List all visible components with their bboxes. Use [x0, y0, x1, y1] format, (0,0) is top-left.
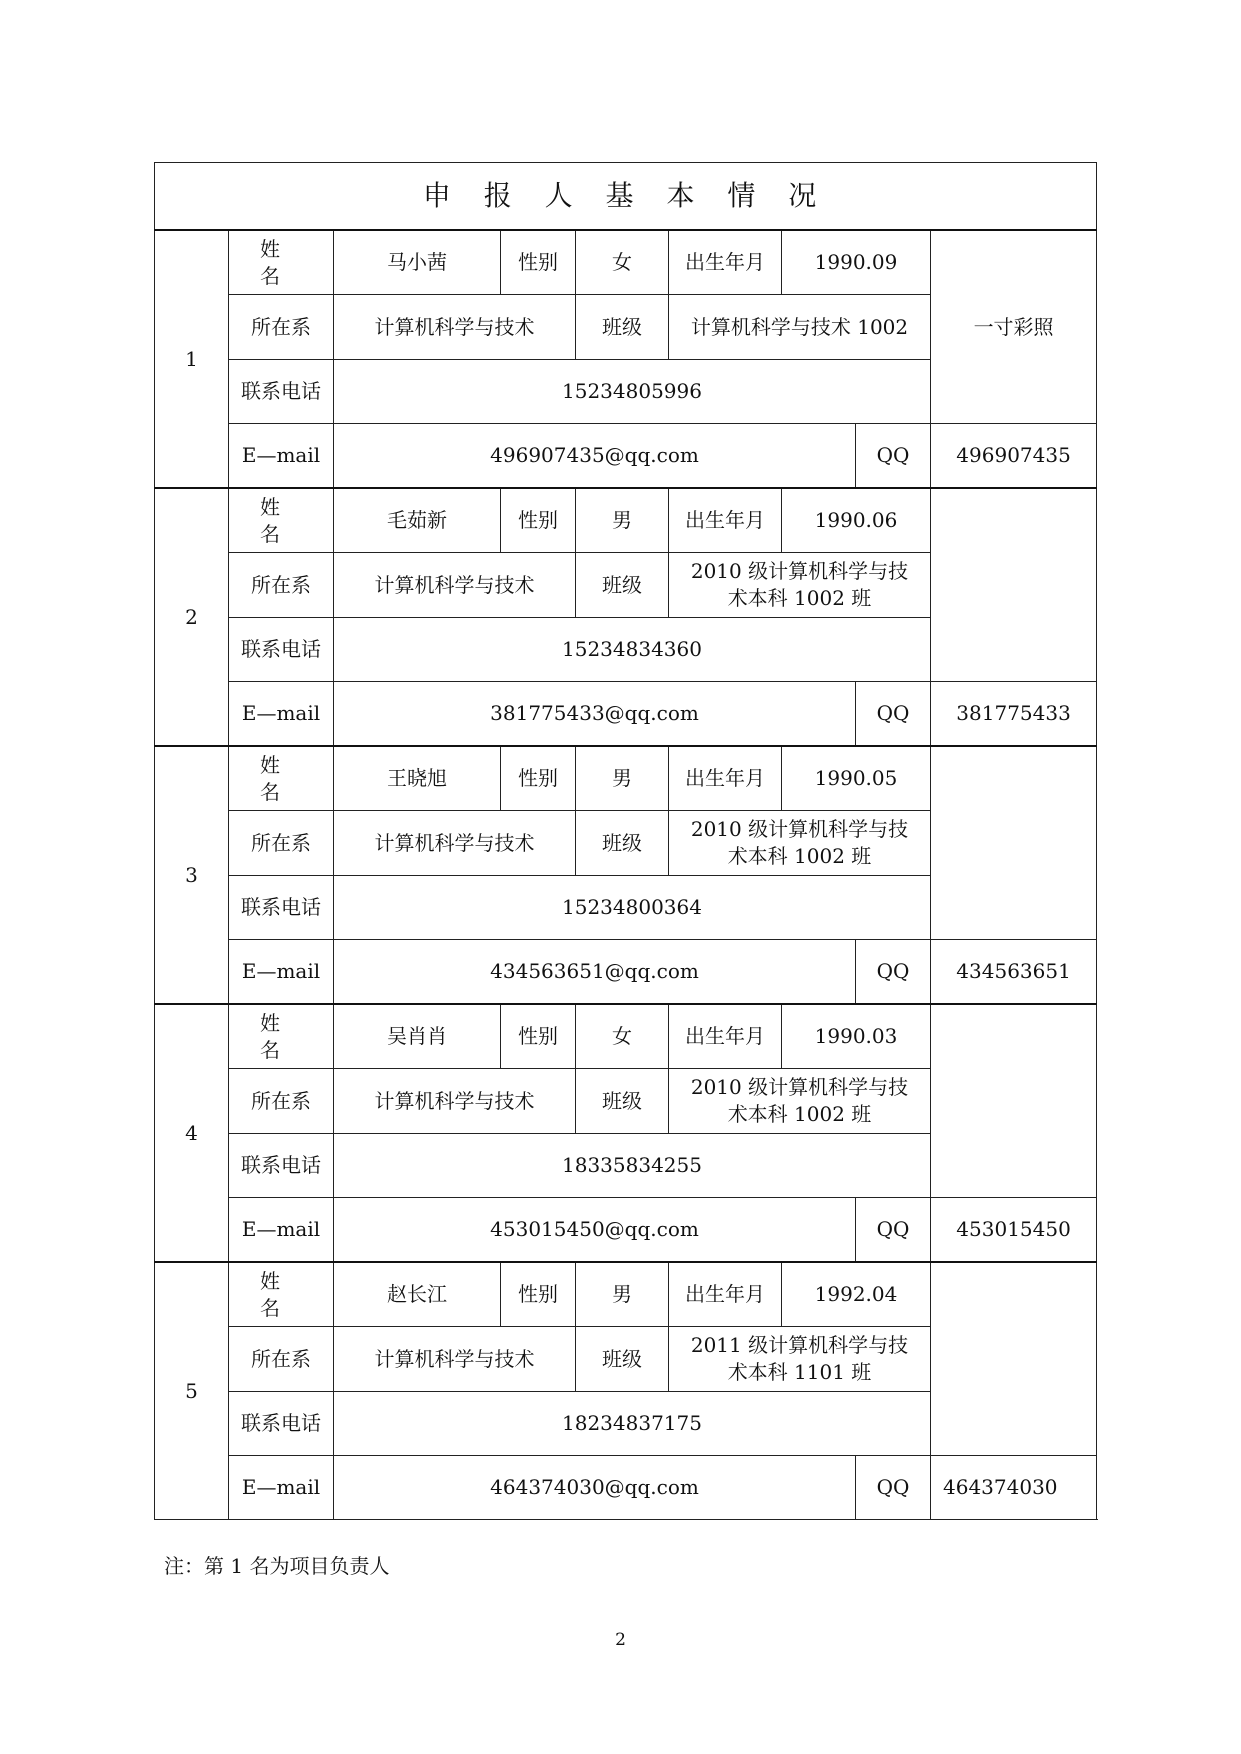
value-birth: 1990.06 — [782, 488, 931, 553]
photo-empty-cell — [931, 746, 1097, 940]
value-class — [669, 1327, 931, 1392]
value-email: 496907435@qq.com — [334, 424, 856, 489]
label-phone: 联系电话 — [229, 618, 334, 682]
footnote: 注：第 1 名为项目负责人 — [164, 1554, 390, 1578]
photo-empty-cell — [931, 488, 1097, 682]
label-class: 班级 — [576, 811, 669, 876]
label-phone: 联系电话 — [229, 1134, 334, 1198]
value-phone: 18234837175 — [334, 1392, 931, 1456]
applicant-index: 4 — [155, 1004, 229, 1262]
value-class — [669, 295, 931, 360]
label-birth: 出生年月 — [669, 230, 782, 295]
photo-empty-cell — [931, 1004, 1097, 1198]
page-number: 2 — [615, 1630, 626, 1650]
value-name: 马小茜 — [334, 230, 501, 295]
label-name: 姓 名 — [229, 1262, 334, 1327]
value-phone: 15234834360 — [334, 618, 931, 682]
value-phone: 18335834255 — [334, 1134, 931, 1198]
value-class — [669, 1069, 931, 1134]
table-title: 申 报 人 基 本 情 况 — [155, 163, 1097, 231]
value-birth: 1992.04 — [782, 1262, 931, 1327]
label-department: 所在系 — [229, 553, 334, 618]
label-gender: 性别 — [501, 1262, 576, 1327]
label-department: 所在系 — [229, 295, 334, 360]
value-name: 赵长江 — [334, 1262, 501, 1327]
label-qq: QQ — [856, 940, 931, 1005]
value-gender: 女 — [576, 1004, 669, 1069]
applicant-index: 5 — [155, 1262, 229, 1520]
label-gender: 性别 — [501, 1004, 576, 1069]
label-birth: 出生年月 — [669, 746, 782, 811]
label-email: E—mail — [229, 1198, 334, 1263]
value-name: 吴肖肖 — [334, 1004, 501, 1069]
value-class-line2: 术本科 1002 班 — [727, 586, 872, 610]
value-gender: 男 — [576, 1262, 669, 1327]
label-department: 所在系 — [229, 811, 334, 876]
value-department: 计算机科学与技术 — [334, 295, 576, 360]
value-department: 计算机科学与技术 — [334, 1327, 576, 1392]
value-birth: 1990.05 — [782, 746, 931, 811]
label-gender: 性别 — [501, 746, 576, 811]
value-gender: 男 — [576, 746, 669, 811]
applicant-info-table — [154, 162, 1097, 1520]
value-email: 381775433@qq.com — [334, 682, 856, 747]
label-phone: 联系电话 — [229, 876, 334, 940]
value-qq: 453015450 — [931, 1198, 1097, 1263]
value-class-line1: 2010 级计算机科学与技 — [690, 817, 909, 841]
value-qq: 496907435 — [931, 424, 1097, 489]
value-qq: 381775433 — [931, 682, 1097, 747]
value-class-line1: 2011 级计算机科学与技 — [690, 1333, 909, 1357]
value-class-line1: 计算机科学与技术 1002 — [690, 314, 909, 339]
value-class-line1: 2010 级计算机科学与技 — [690, 559, 909, 583]
applicant-index: 2 — [155, 488, 229, 746]
label-name: 姓 名 — [229, 488, 334, 553]
value-name: 毛茹新 — [334, 488, 501, 553]
label-gender: 性别 — [501, 230, 576, 295]
value-class-line2: 术本科 1002 班 — [727, 1102, 872, 1126]
label-birth: 出生年月 — [669, 1262, 782, 1327]
photo-placeholder: 一寸彩照 — [931, 230, 1097, 424]
label-class: 班级 — [576, 1327, 669, 1392]
value-phone: 15234800364 — [334, 876, 931, 940]
applicant-index: 3 — [155, 746, 229, 1004]
label-name: 姓 名 — [229, 230, 334, 295]
photo-empty-cell — [931, 1262, 1097, 1456]
label-qq: QQ — [856, 1198, 931, 1263]
value-gender: 女 — [576, 230, 669, 295]
label-qq: QQ — [856, 682, 931, 747]
label-name: 姓 名 — [229, 746, 334, 811]
value-class — [669, 811, 931, 876]
label-phone: 联系电话 — [229, 1392, 334, 1456]
label-class: 班级 — [576, 1069, 669, 1134]
label-class: 班级 — [576, 295, 669, 360]
value-qq: 434563651 — [931, 940, 1097, 1005]
label-qq: QQ — [856, 424, 931, 489]
value-email: 434563651@qq.com — [334, 940, 856, 1005]
value-department: 计算机科学与技术 — [334, 1069, 576, 1134]
applicant-index: 1 — [155, 230, 229, 488]
value-email: 453015450@qq.com — [334, 1198, 856, 1263]
label-class: 班级 — [576, 553, 669, 618]
value-qq: 464374030 — [931, 1456, 1097, 1520]
label-email: E—mail — [229, 940, 334, 1005]
label-department: 所在系 — [229, 1327, 334, 1392]
value-name: 王晓旭 — [334, 746, 501, 811]
value-email: 464374030@qq.com — [334, 1456, 856, 1520]
label-name: 姓 名 — [229, 1004, 334, 1069]
value-department: 计算机科学与技术 — [334, 811, 576, 876]
value-class-line2: 术本科 1002 班 — [727, 844, 872, 868]
value-birth: 1990.09 — [782, 230, 931, 295]
value-phone: 15234805996 — [334, 360, 931, 424]
value-department: 计算机科学与技术 — [334, 553, 576, 618]
label-qq: QQ — [856, 1456, 931, 1520]
value-gender: 男 — [576, 488, 669, 553]
value-class — [669, 553, 931, 618]
label-phone: 联系电话 — [229, 360, 334, 424]
label-email: E—mail — [229, 1456, 334, 1520]
value-birth: 1990.03 — [782, 1004, 931, 1069]
label-department: 所在系 — [229, 1069, 334, 1134]
label-gender: 性别 — [501, 488, 576, 553]
value-class-line1: 2010 级计算机科学与技 — [690, 1075, 909, 1099]
label-birth: 出生年月 — [669, 1004, 782, 1069]
label-email: E—mail — [229, 682, 334, 747]
label-email: E—mail — [229, 424, 334, 489]
value-class-line2: 术本科 1101 班 — [727, 1360, 872, 1384]
label-birth: 出生年月 — [669, 488, 782, 553]
